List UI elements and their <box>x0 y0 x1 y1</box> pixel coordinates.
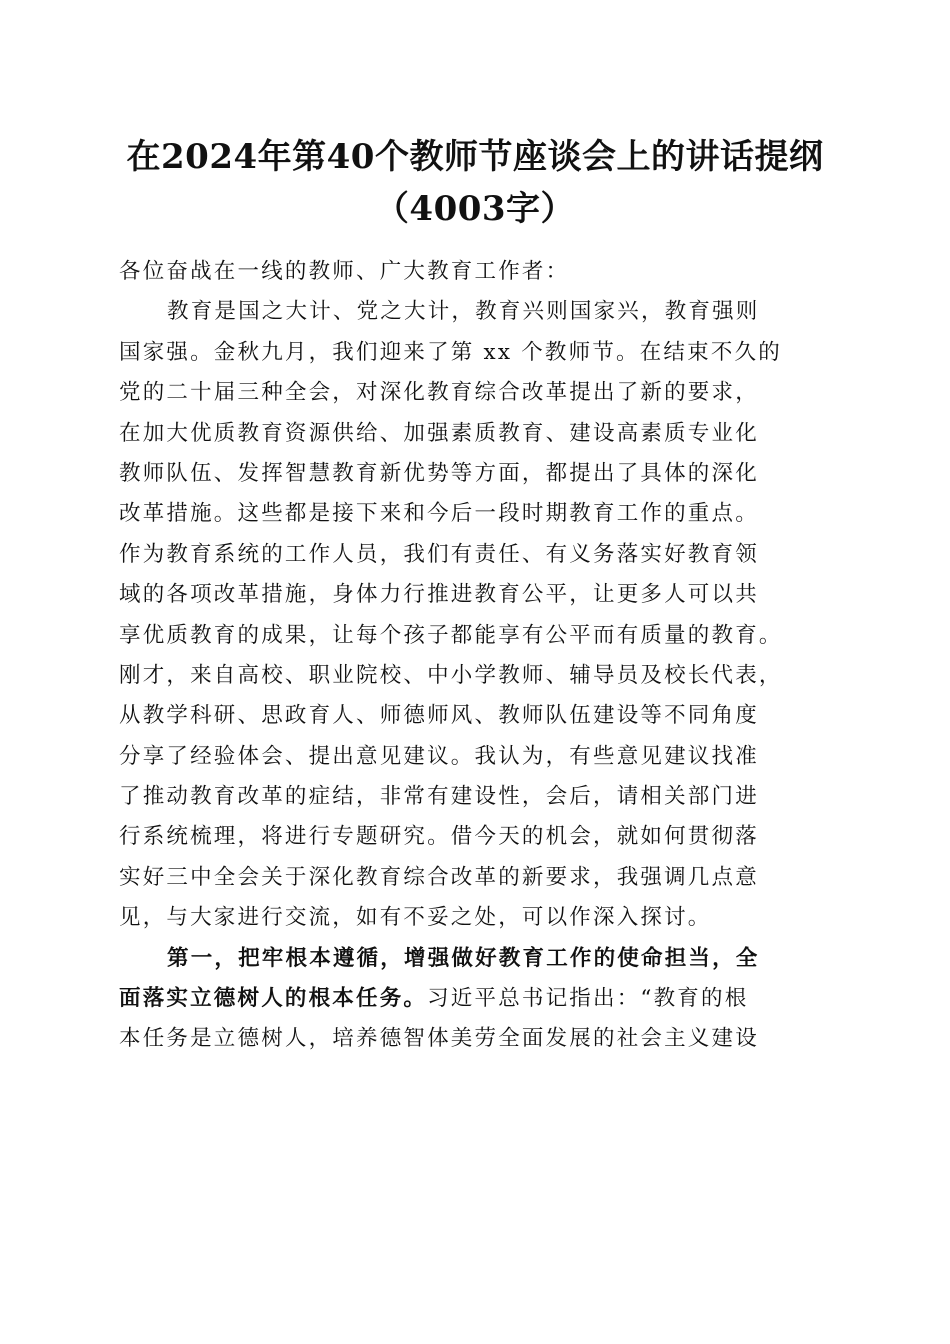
paragraph-line: 分享了经验体会、提出意见建议。我认为，有些意见建议找准 <box>119 743 759 769</box>
paragraph-line: 从教学科研、思政育人、师德师风、教师队伍建设等不同角度 <box>119 703 759 729</box>
paragraph-line: 享优质教育的成果，让每个孩子都能享有公平而有质量的教育。 <box>119 622 783 648</box>
document-body <box>119 252 839 1060</box>
paragraph-line: 行系统梳理，将进行专题研究。借今天的机会，就如何贯彻落 <box>119 824 759 850</box>
title-line-1: 在2024年第40个教师节座谈会上的讲话提纲 <box>126 137 824 177</box>
quote-start: 习近平总书记指出：“教育的根 <box>427 986 749 1012</box>
paragraph-line: 改革措施。这些都是接下来和今后一段时期教育工作的重点。 <box>119 501 759 527</box>
section-heading-line: 第一，把牢根本遵循，增强做好教育工作的使命担当，全 <box>167 945 760 971</box>
paragraph-line: 本任务是立德树人，培养德智体美劳全面发展的社会主义建设 <box>119 1026 759 1052</box>
paragraph-line: 教育是国之大计、党之大计，教育兴则国家兴，教育强则 <box>167 299 760 325</box>
paragraph-line <box>119 979 839 1019</box>
paragraph-line: 作为教育系统的工作人员，我们有责任、有义务落实好教育领 <box>119 541 759 567</box>
paragraph-line: 党的二十届三种全会，对深化教育综合改革提出了新的要求， <box>119 380 759 406</box>
paragraph-line: 国家强。金秋九月，我们迎来了第 xx 个教师节。在结束不久的 <box>119 339 782 365</box>
section-heading-end: 面落实立德树人的根本任务。 <box>119 986 428 1012</box>
paragraph-line: 域的各项改革措施，身体力行推进教育公平，让更多人可以共 <box>119 582 759 608</box>
paragraph-2 <box>119 939 839 1060</box>
paragraph-line: 教师队伍、发挥智慧教育新优势等方面，都提出了具体的深化 <box>119 460 759 486</box>
paragraph-line: 刚才，来自高校、职业院校、中小学教师、辅导员及校长代表， <box>119 662 783 688</box>
paragraph-line: 了推动教育改革的症结，非常有建设性，会后，请相关部门进 <box>119 784 759 810</box>
title-line-2: （4003字） <box>374 189 576 229</box>
paragraph-line: 在加大优质教育资源供给、加强素质教育、建设高素质专业化 <box>119 420 759 446</box>
paragraph-1 <box>119 292 839 938</box>
salutation: 各位奋战在一线的教师、广大教育工作者： <box>119 259 570 284</box>
paragraph-line: 见，与大家进行交流，如有不妥之处，可以作深入探讨。 <box>119 905 712 931</box>
document-title <box>60 132 890 234</box>
paragraph-line: 实好三中全会关于深化教育综合改革的新要求，我强调几点意 <box>119 864 759 890</box>
